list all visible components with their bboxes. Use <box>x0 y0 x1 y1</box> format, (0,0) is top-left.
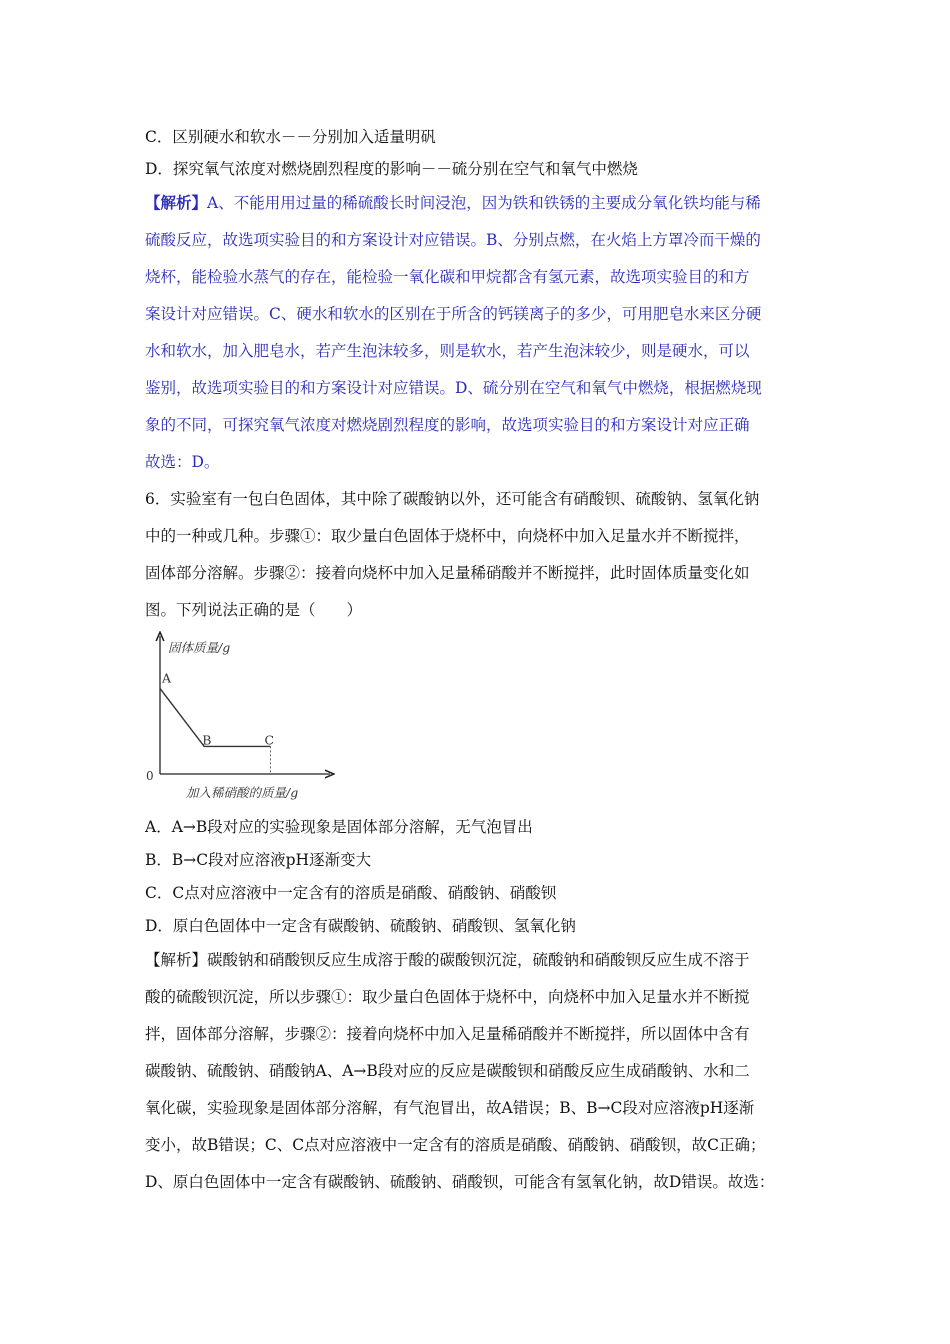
point-label-a: A <box>162 670 172 686</box>
prev-analysis-line-2: 硫酸反应，故选项实验目的和方案设计对应错误。B、分别点燃，在火焰上方罩冷而干燥的 <box>145 231 761 249</box>
point-label-b: B <box>202 732 212 748</box>
x-axis-label: 加入稀硝酸的质量/g <box>186 785 299 800</box>
prev-analysis-line-7: 象的不同，可探究氧气浓度对燃烧剧烈程度的影响，故选项实验目的和方案设计对应正确 <box>145 416 750 434</box>
q6-analysis-line-2: 酸的硫酸钡沉淀，所以步骤①：取少量白色固体于烧杯中，向烧杯中加入足量水并不断搅 <box>145 988 750 1006</box>
q6-stem-line-3: 固体部分溶解。步骤②：接着向烧杯中加入足量稀硝酸并不断搅拌，此时固体质量变化如 <box>145 564 750 582</box>
q6-stem-line-1: 6．实验室有一包白色固体，其中除了碳酸钠以外，还可能含有硝酸钡、硫酸钠、氢氧化钠 <box>145 490 760 508</box>
q6-stem-line-2: 中的一种或几种。步骤①：取少量白色固体于烧杯中，向烧杯中加入足量水并不断搅拌， <box>145 527 750 545</box>
q6-analysis-line-3: 拌，固体部分溶解，步骤②：接着向烧杯中加入足量稀硝酸并不断搅拌，所以固体中含有 <box>145 1025 750 1043</box>
mass-line <box>160 688 271 746</box>
y-axis-label: 固体质量/g <box>168 640 231 655</box>
prev-analysis-line-4: 案设计对应错误。C、硬水和软水的区别在于所含的钙镁离子的多少，可用肥皂水来区分硬 <box>145 305 762 323</box>
solid-mass-chart <box>142 630 342 808</box>
prev-analysis-line-1 <box>145 192 825 214</box>
q6-stem-line-4: 图。下列说法正确的是（ ） <box>145 601 363 619</box>
prev-option-c: C．区别硬水和软水－－分别加入适量明矾 <box>145 128 436 146</box>
q6-option-d: D．原白色固体中一定含有碳酸钠、硫酸钠、硝酸钡、氢氧化钠 <box>145 917 576 935</box>
q6-analysis-line-4: 碳酸钠、硫酸钠、硝酸钠A、A→B段对应的反应是碳酸钡和硝酸反应生成硝酸钠、水和二 <box>145 1062 750 1080</box>
prev-analysis-line-8: 故选：D。 <box>145 453 220 471</box>
prev-option-d: D．探究氧气浓度对燃烧剧烈程度的影响－－硫分别在空气和氧气中燃烧 <box>145 160 638 178</box>
q6-analysis-text-1: 碳酸钠和硝酸钡反应生成溶于酸的碳酸钡沉淀，硫酸钠和硝酸钡反应生成不溶于 <box>207 951 750 969</box>
prev-analysis-line-5: 水和软水，加入肥皂水，若产生泡沫较多，则是软水，若产生泡沫较少，则是硬水，可以 <box>145 342 750 360</box>
q6-analysis-line-7: D、原白色固体中一定含有碳酸钠、硫酸钠、硝酸钡，可能含有氢氧化钠，故D错误。故选： <box>145 1173 775 1191</box>
q6-option-a: A．A→B段对应的实验现象是固体部分溶解，无气泡冒出 <box>145 818 533 836</box>
q6-option-b: B．B→C段对应溶液pH逐渐变大 <box>145 851 372 869</box>
q6-option-c: C．C点对应溶液中一定含有的溶质是硝酸、硝酸钠、硝酸钡 <box>145 884 557 902</box>
q6-analysis-line-6: 变小，故B错误；C、C点对应溶液中一定含有的溶质是硝酸、硝酸钠、硝酸钡，故C正确； <box>145 1136 766 1154</box>
q6-analysis-line-1 <box>145 949 825 971</box>
prev-analysis-line-3: 烧杯，能检验水蒸气的存在，能检验一氧化碳和甲烷都含有氢元素，故选项实验目的和方 <box>145 268 750 286</box>
analysis-label: 【解析】 <box>145 193 208 212</box>
q6-analysis-label: 【解析】 <box>145 951 208 969</box>
series-group <box>160 670 274 774</box>
point-label-c: C <box>264 732 275 748</box>
origin-label: 0 <box>146 769 154 783</box>
prev-analysis-line-6: 鉴别，故选项实验目的和方案设计对应错误。D、硫分别在空气和氧气中燃烧，根据燃烧现 <box>145 379 762 397</box>
prev-analysis-text-1: A、不能用用过量的稀硫酸长时间浸泡，因为铁和铁锈的主要成分氧化铁均能与稀 <box>207 194 761 212</box>
q6-analysis-line-5: 氧化碳，实验现象是固体部分溶解，有气泡冒出，故A错误；B、B→C段对应溶液pH逐渐 <box>145 1099 755 1117</box>
